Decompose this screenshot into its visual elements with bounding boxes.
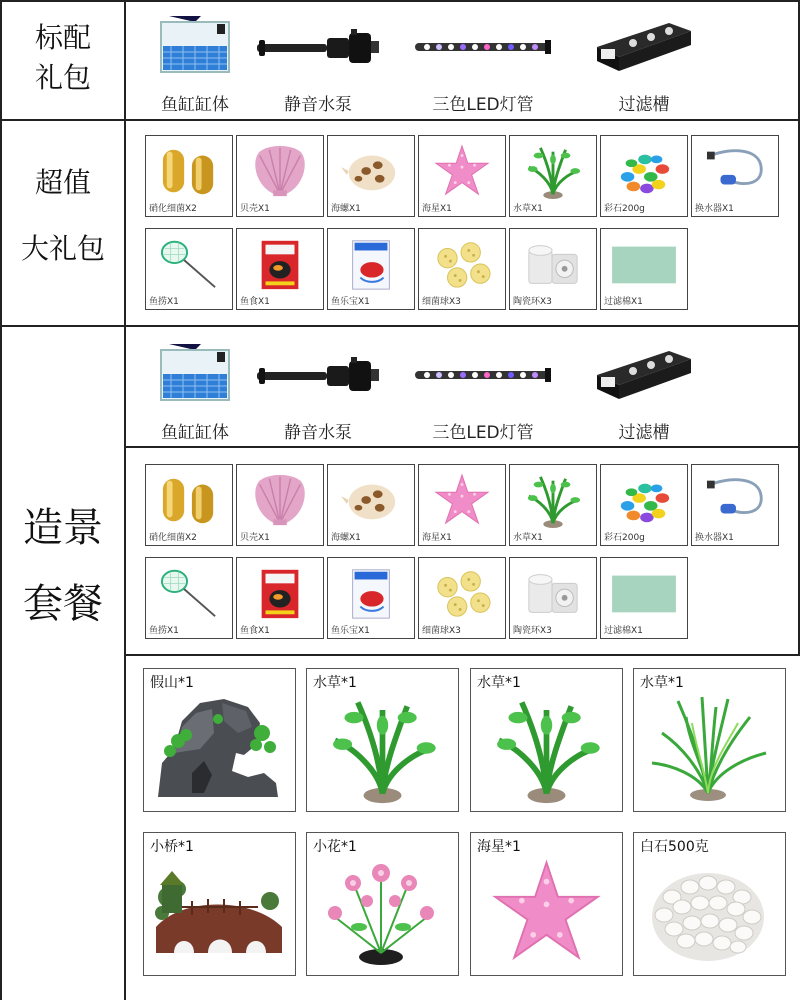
- landscape-label-line2: 套餐: [23, 581, 103, 627]
- value-pack-label-line1: 超值: [34, 166, 91, 199]
- decoration-label: 水草*1: [313, 675, 357, 691]
- accessory-item-5: [509, 135, 597, 217]
- accessory-item-3: [327, 464, 415, 546]
- decoration-label: 水草*1: [477, 675, 521, 691]
- accessory-item-10: [327, 228, 415, 310]
- section-label-value-pack: [2, 150, 124, 282]
- accessory-item-8: [145, 228, 233, 310]
- colored-stones-icon: [607, 142, 681, 200]
- accessory-item-3: [327, 135, 415, 217]
- accessory-label: 细菌球X3: [422, 297, 461, 307]
- water-plant-icon: [516, 471, 590, 529]
- decoration-label: 白石500克: [640, 839, 709, 855]
- decoration-item-7: [470, 832, 623, 976]
- grid-line-row1: [0, 119, 800, 121]
- starfish-icon: [425, 471, 499, 529]
- fish-net-icon: [152, 564, 226, 622]
- equipment-label: 过滤槽: [618, 423, 670, 443]
- accessory-label: 彩石200g: [604, 533, 645, 543]
- fish-medicine-icon: [334, 564, 408, 622]
- decoration-label: 假山*1: [150, 675, 194, 691]
- starfish-icon: [425, 142, 499, 200]
- accessory-label: 贝壳X1: [240, 204, 270, 214]
- accessory-item-7: [691, 135, 779, 217]
- grid-line-row3: [124, 446, 800, 448]
- accessory-item-11: [418, 228, 506, 310]
- accessory-item-4: [418, 464, 506, 546]
- fish-food-icon: [243, 235, 317, 293]
- colored-stones-icon: [607, 471, 681, 529]
- equipment-item-2: [238, 338, 398, 443]
- grid-line-top: [0, 0, 800, 2]
- white-stones-icon: [642, 855, 777, 969]
- water-pump-icon: [253, 27, 383, 67]
- equipment-item-3: [403, 10, 563, 115]
- accessory-label: 硝化细菌X2: [149, 533, 197, 543]
- accessory-item-12: [509, 557, 597, 639]
- accessory-label: 水草X1: [513, 204, 543, 214]
- accessory-label: 彩石200g: [604, 204, 645, 214]
- decoration-item-3: [470, 668, 623, 812]
- accessory-label: 水草X1: [513, 533, 543, 543]
- equipment-item-4: [564, 338, 724, 443]
- equipment-label: 三色LED灯管: [432, 423, 534, 443]
- conch-icon: [334, 142, 408, 200]
- accessory-label: 过滤棉X1: [604, 297, 643, 307]
- accessory-item-5: [509, 464, 597, 546]
- accessory-item-13: [600, 557, 688, 639]
- filter-tank-icon: [589, 345, 699, 405]
- decoration-label: 水草*1: [640, 675, 684, 691]
- fish-tank-icon: [155, 12, 235, 82]
- accessory-label: 陶瓷环X3: [513, 626, 552, 636]
- fish-medicine-icon: [334, 235, 408, 293]
- bacteria-capsule-icon: [152, 471, 226, 529]
- accessory-item-11: [418, 557, 506, 639]
- accessory-item-9: [236, 228, 324, 310]
- section-label-standard: [2, 18, 124, 98]
- accessory-label: 海星X1: [422, 533, 452, 543]
- accessory-label: 海螺X1: [331, 533, 361, 543]
- decoration-label: 小桥*1: [150, 839, 194, 855]
- equipment-item-3: [403, 338, 563, 443]
- bacteria-ball-icon: [425, 564, 499, 622]
- accessory-label: 换水器X1: [695, 204, 734, 214]
- accessory-label: 细菌球X3: [422, 626, 461, 636]
- fish-tank-icon: [155, 340, 235, 410]
- section-label-landscape: [2, 490, 124, 642]
- decoration-label: 小花*1: [313, 839, 357, 855]
- accessory-item-7: [691, 464, 779, 546]
- accessory-label: 陶瓷环X3: [513, 297, 552, 307]
- decoration-item-1: [143, 668, 296, 812]
- water-pump-icon: [253, 355, 383, 395]
- accessory-label: 鱼捞X1: [149, 297, 179, 307]
- water-plant-icon: [479, 691, 614, 805]
- equipment-label: 静音水泵: [284, 95, 352, 115]
- bridge-icon: [152, 855, 287, 969]
- grid-line-row4: [124, 654, 800, 656]
- flower-icon: [315, 855, 450, 969]
- accessory-label: 鱼乐宝X1: [331, 297, 370, 307]
- accessory-item-1: [145, 464, 233, 546]
- equipment-label: 静音水泵: [284, 423, 352, 443]
- decoration-label: 海星*1: [477, 839, 521, 855]
- value-pack-label-line2: 大礼包: [20, 232, 105, 265]
- ceramic-ring-icon: [516, 564, 590, 622]
- standard-label-line1: 标配: [34, 21, 91, 54]
- bacteria-capsule-icon: [152, 142, 226, 200]
- rockery-icon: [152, 691, 287, 805]
- fish-net-icon: [152, 235, 226, 293]
- led-tube-icon: [413, 365, 553, 385]
- water-changer-icon: [698, 142, 772, 200]
- water-changer-icon: [698, 471, 772, 529]
- accessory-label: 鱼捞X1: [149, 626, 179, 636]
- grass-plant-icon: [642, 691, 777, 805]
- accessory-label: 鱼乐宝X1: [331, 626, 370, 636]
- decoration-item-5: [143, 832, 296, 976]
- decoration-item-8: [633, 832, 786, 976]
- filter-cotton-icon: [607, 235, 681, 293]
- accessory-item-13: [600, 228, 688, 310]
- accessory-item-6: [600, 464, 688, 546]
- accessory-item-2: [236, 135, 324, 217]
- accessory-label: 换水器X1: [695, 533, 734, 543]
- water-plant-icon: [516, 142, 590, 200]
- decoration-item-2: [306, 668, 459, 812]
- accessory-item-8: [145, 557, 233, 639]
- starfish-icon: [479, 855, 614, 969]
- equipment-item-4: [564, 10, 724, 115]
- accessory-item-4: [418, 135, 506, 217]
- landscape-label-line1: 造景: [23, 505, 103, 551]
- filter-tank-icon: [589, 17, 699, 77]
- ceramic-ring-icon: [516, 235, 590, 293]
- accessory-item-12: [509, 228, 597, 310]
- grid-line-row2: [0, 325, 800, 327]
- accessory-item-9: [236, 557, 324, 639]
- equipment-item-2: [238, 10, 398, 115]
- shell-icon: [243, 471, 317, 529]
- accessory-label: 过滤棉X1: [604, 626, 643, 636]
- standard-label-line2: 礼包: [34, 61, 91, 94]
- accessory-item-6: [600, 135, 688, 217]
- bacteria-ball-icon: [425, 235, 499, 293]
- equipment-label: 鱼缸缸体: [161, 95, 229, 115]
- accessory-item-2: [236, 464, 324, 546]
- decoration-item-6: [306, 832, 459, 976]
- equipment-label: 鱼缸缸体: [161, 423, 229, 443]
- water-plant-icon: [315, 691, 450, 805]
- decoration-item-4: [633, 668, 786, 812]
- conch-icon: [334, 471, 408, 529]
- accessory-item-1: [145, 135, 233, 217]
- filter-cotton-icon: [607, 564, 681, 622]
- grid-line-label-column: [124, 0, 126, 1000]
- led-tube-icon: [413, 37, 553, 57]
- accessory-label: 海螺X1: [331, 204, 361, 214]
- fish-food-icon: [243, 564, 317, 622]
- equipment-label: 过滤槽: [618, 95, 670, 115]
- accessory-item-10: [327, 557, 415, 639]
- accessory-label: 贝壳X1: [240, 533, 270, 543]
- accessory-label: 海星X1: [422, 204, 452, 214]
- accessory-label: 鱼食X1: [240, 626, 270, 636]
- accessory-label: 鱼食X1: [240, 297, 270, 307]
- accessory-label: 硝化细菌X2: [149, 204, 197, 214]
- shell-icon: [243, 142, 317, 200]
- equipment-label: 三色LED灯管: [432, 95, 534, 115]
